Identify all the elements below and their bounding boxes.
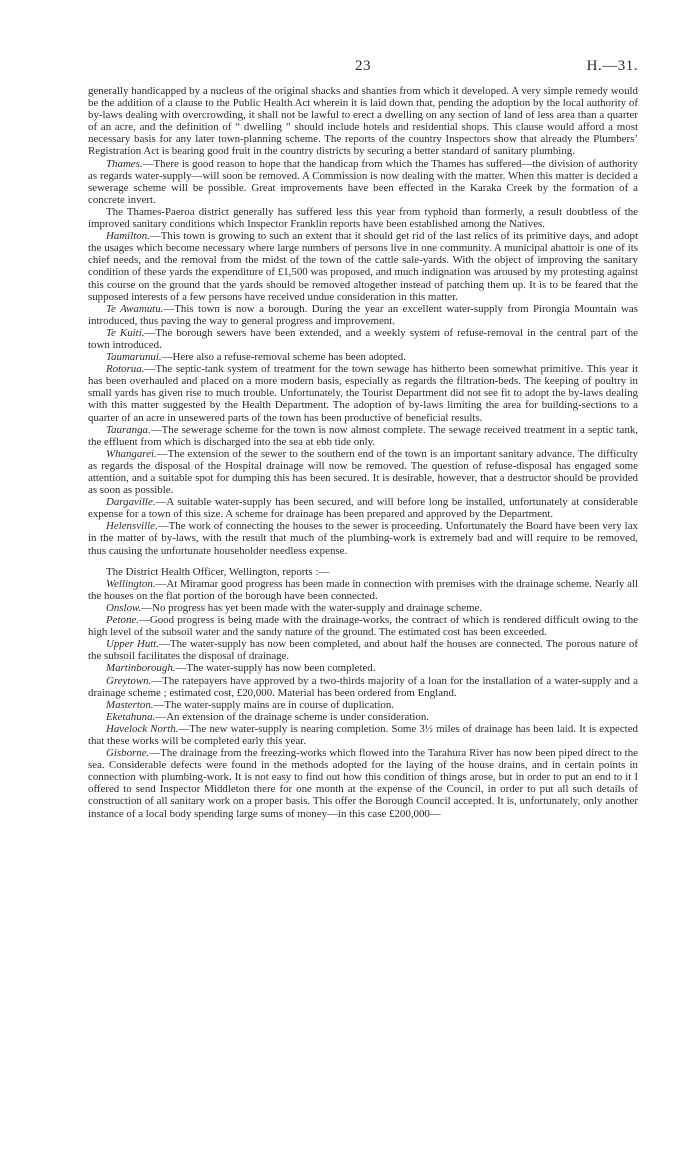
section-heading: Eketahuna. bbox=[106, 710, 156, 723]
paragraph bbox=[88, 424, 638, 448]
page-number: 23 bbox=[355, 58, 371, 74]
paragraph-text: —At Miramar good progress has been made in connection with premises with the drainage scheme. Nearly all the houses on the flat portion of the borough have been connected. bbox=[88, 577, 638, 602]
section-heading: Dargaville. bbox=[106, 496, 156, 509]
paragraph-text: —This town is now a borough. During the year an excellent water-supply from Pirongia Mountain was introduced, thus paving the way to general progress and improvement. bbox=[88, 302, 638, 327]
section-heading: Havelock North. bbox=[106, 722, 179, 735]
paragraph bbox=[88, 448, 638, 496]
paragraph bbox=[88, 747, 638, 820]
paragraph bbox=[88, 699, 638, 711]
section-heading: Martinborough. bbox=[106, 662, 176, 675]
paragraph bbox=[88, 675, 638, 699]
section-heading: Wellington. bbox=[106, 577, 156, 590]
paragraph-text: —A suitable water-supply has been secured, and will before long be installed, unfortunately at considerable expense for a town of this size. A scheme for drainage has been prepared and approved by the Department. bbox=[88, 496, 638, 521]
paragraph-text: —The extension of the sewer to the southern end of the town is an important sanitary advance. The difficulty as regards the disposal of the Hospital drainage will now be removed. The question of refuse-disposal has engaged some attention, and a suitable spot for dumping this has been secured. It is desirable, however, that a destructor should be provided as soon as possible. bbox=[88, 447, 638, 497]
paragraph-text: —The water-supply mains are in course of duplication. bbox=[153, 698, 395, 711]
report-body bbox=[88, 85, 638, 820]
section-heading: Petone. bbox=[106, 614, 139, 627]
section-heading: Whangarei. bbox=[106, 447, 157, 460]
paragraph bbox=[88, 662, 638, 674]
section-heading: Rotorua. bbox=[106, 363, 145, 376]
paragraph-text: —The water-supply has now been completed. bbox=[175, 662, 376, 675]
paragraph-text: —An extension of the drainage scheme is under consideration. bbox=[155, 710, 429, 723]
paragraph-text: —There is good reason to hope that the handicap from which the Thames has suffered—the division of authority as regards water-supply—will soon be removed. A Commission is now dealing with the matter. When this matter is decided a sewerage scheme will be possible. Great improvements have been effected in the Karaka Creek by the formation of a concrete invert. bbox=[88, 157, 638, 206]
paragraph bbox=[88, 85, 638, 158]
section-heading: Greytown. bbox=[106, 674, 152, 687]
paragraph bbox=[88, 602, 638, 614]
section-heading: Te Awamutu. bbox=[106, 302, 164, 315]
paragraph bbox=[88, 638, 638, 662]
section-heading: Onslow. bbox=[106, 601, 142, 614]
document-reference: H.—31. bbox=[586, 58, 638, 74]
paragraph-text: —The borough sewers have been extended, and a weekly system of refuse-removal in the central part of the town introduced. bbox=[88, 326, 638, 351]
section-heading: Gisborne. bbox=[106, 747, 150, 760]
section-heading: Hamilton. bbox=[106, 230, 150, 243]
paragraph bbox=[88, 496, 638, 520]
paragraph bbox=[88, 363, 638, 423]
paragraph-text: —The new water-supply is nearing completion. Some 3½ miles of drainage has been laid. It is expected that these works will be completed early this year. bbox=[88, 722, 638, 747]
paragraph bbox=[88, 566, 638, 578]
paragraph-text: —Here also a refuse-removal scheme has been adopted. bbox=[161, 351, 406, 364]
paragraph-text: —The ratepayers have approved by a two-thirds majority of a loan for the installation of a water-supply and a drainage scheme ; estimated cost, £20,000. Material has been ordered from England. bbox=[88, 674, 638, 699]
paragraph-text: —The sewerage scheme for the town is now almost complete. The sewage received treatment in a septic tank, the effluent from which is discharged into the sea at ebb tide only. bbox=[88, 423, 638, 448]
paragraph-text: —No progress has yet been made with the water-supply and drainage scheme. bbox=[141, 601, 483, 614]
paragraph bbox=[88, 614, 638, 638]
paragraph-text: —The septic-tank system of treatment for the town sewage has hitherto been somewhat primitive. This year it has been overhauled and placed on a more modern basis, especially as regards the filtration-beds. The keeping of poultry in small yards has given rise to much trouble. Unfortunately, the Tourist Department did not see fit to adopt the by-laws dealing with this matter suggested by the Health Department. The adoption of by-laws limiting the area for building-sections to a quarter of an acre in unsewered parts of the town has been productive of beneficial results. bbox=[88, 363, 638, 424]
section-heading: Tauranga. bbox=[106, 423, 151, 436]
paragraph-text: —This town is growing to such an extent that it should get rid of the last relics of its primitive days, and adopt the usages which become necessary where large numbers of persons live in one community. A municipal abattoir is one of its chief needs, and the removal from the midst of the town of the cattle sale-yards. With the object of improving the sanitary condition of these yards the expenditure of £1,500 was proposed, and much indignation was aroused by my protesting against this course on the ground that the yards should be removed altogether instead of patching them up. It is to be feared that the supposed interests of a few persons have received undue consideration in this matter. bbox=[88, 230, 638, 303]
paragraph-text: The District Health Officer, Wellington, reports :— bbox=[106, 565, 330, 578]
section-heading: Upper Hutt. bbox=[106, 638, 160, 651]
section-heading: Taumarunui. bbox=[106, 351, 162, 364]
paragraph bbox=[88, 351, 638, 363]
paragraph-text: —Good progress is being made with the drainage-works, the contract of which is rendered difficult owing to the high level of the subsoil water and the sandy nature of the ground. The estimated cost has been exceeded. bbox=[88, 614, 638, 639]
paragraph-text: —The water-supply has now been completed, and about half the houses are connected. The porous nature of the subsoil facilitates the disposal of drainage. bbox=[88, 638, 639, 663]
paragraph bbox=[88, 327, 638, 351]
paragraph-text: —The work of connecting the houses to the sewer is proceeding. Unfortunately the Board have been very lax in the matter of by-laws, with the result that much of the plumbing-work is extremely bad and will require to be removed, thus causing the unfortunate householder needless expense. bbox=[88, 520, 638, 557]
section-heading: Helensville. bbox=[106, 520, 158, 533]
paragraph bbox=[88, 520, 638, 556]
paragraph bbox=[88, 723, 638, 747]
section-heading: Te Kuiti. bbox=[106, 326, 145, 339]
paragraph-text: The Thames-Paeroa district generally has suffered less this year from typhoid than formerly, a result doubtless of the improved sanitary conditions which Inspector Franklin reports have been established among the Natives. bbox=[88, 205, 638, 231]
paragraph bbox=[88, 303, 638, 327]
paragraph-text: generally handicapped by a nucleus of the original shacks and shanties from which it developed. A very simple remedy would be the addition of a clause to the Public Health Act wherein it is laid down that, pending the adoption by the local authority of by-laws dealing with overcrowding, it shall not be lawful to erect a dwelling on any section of land of less area than a quarter of an acre, and the definition of “ dwelling ” should include hotels and residential shops. This clause would afford a most necessary basis for any later town-planning scheme. The reports of the country Inspectors show that already the Plumbers’ Registration Act is bearing good fruit in the country districts by securing a better standard of sanitary plumbing. bbox=[88, 85, 638, 158]
paragraph bbox=[88, 158, 638, 206]
page-header bbox=[88, 58, 638, 80]
section-heading: Masterton. bbox=[106, 698, 154, 711]
paragraph bbox=[88, 230, 638, 303]
paragraph bbox=[88, 711, 638, 723]
paragraph bbox=[88, 578, 638, 602]
paragraph-text: —The drainage from the freezing-works which flowed into the Tarahura River has now been piped direct to the sea. Considerable defects were found in the methods adopted for the laying of the house drains, and in certain points in connection with plumbing-work. It is not easy to find out how this condition of things arose, but in order to put an end to it I offered to send Inspector Middleton there for one month at the expense of the Council, in order to put all such details of construction of all sanitary work on a proper basis. This offer the Borough Council accepted. It is, unfortunately, only another instance of a local body spending large sums of money—in this case £200,000— bbox=[88, 747, 638, 820]
section-heading: Thames. bbox=[106, 157, 143, 170]
paragraph bbox=[88, 206, 638, 230]
